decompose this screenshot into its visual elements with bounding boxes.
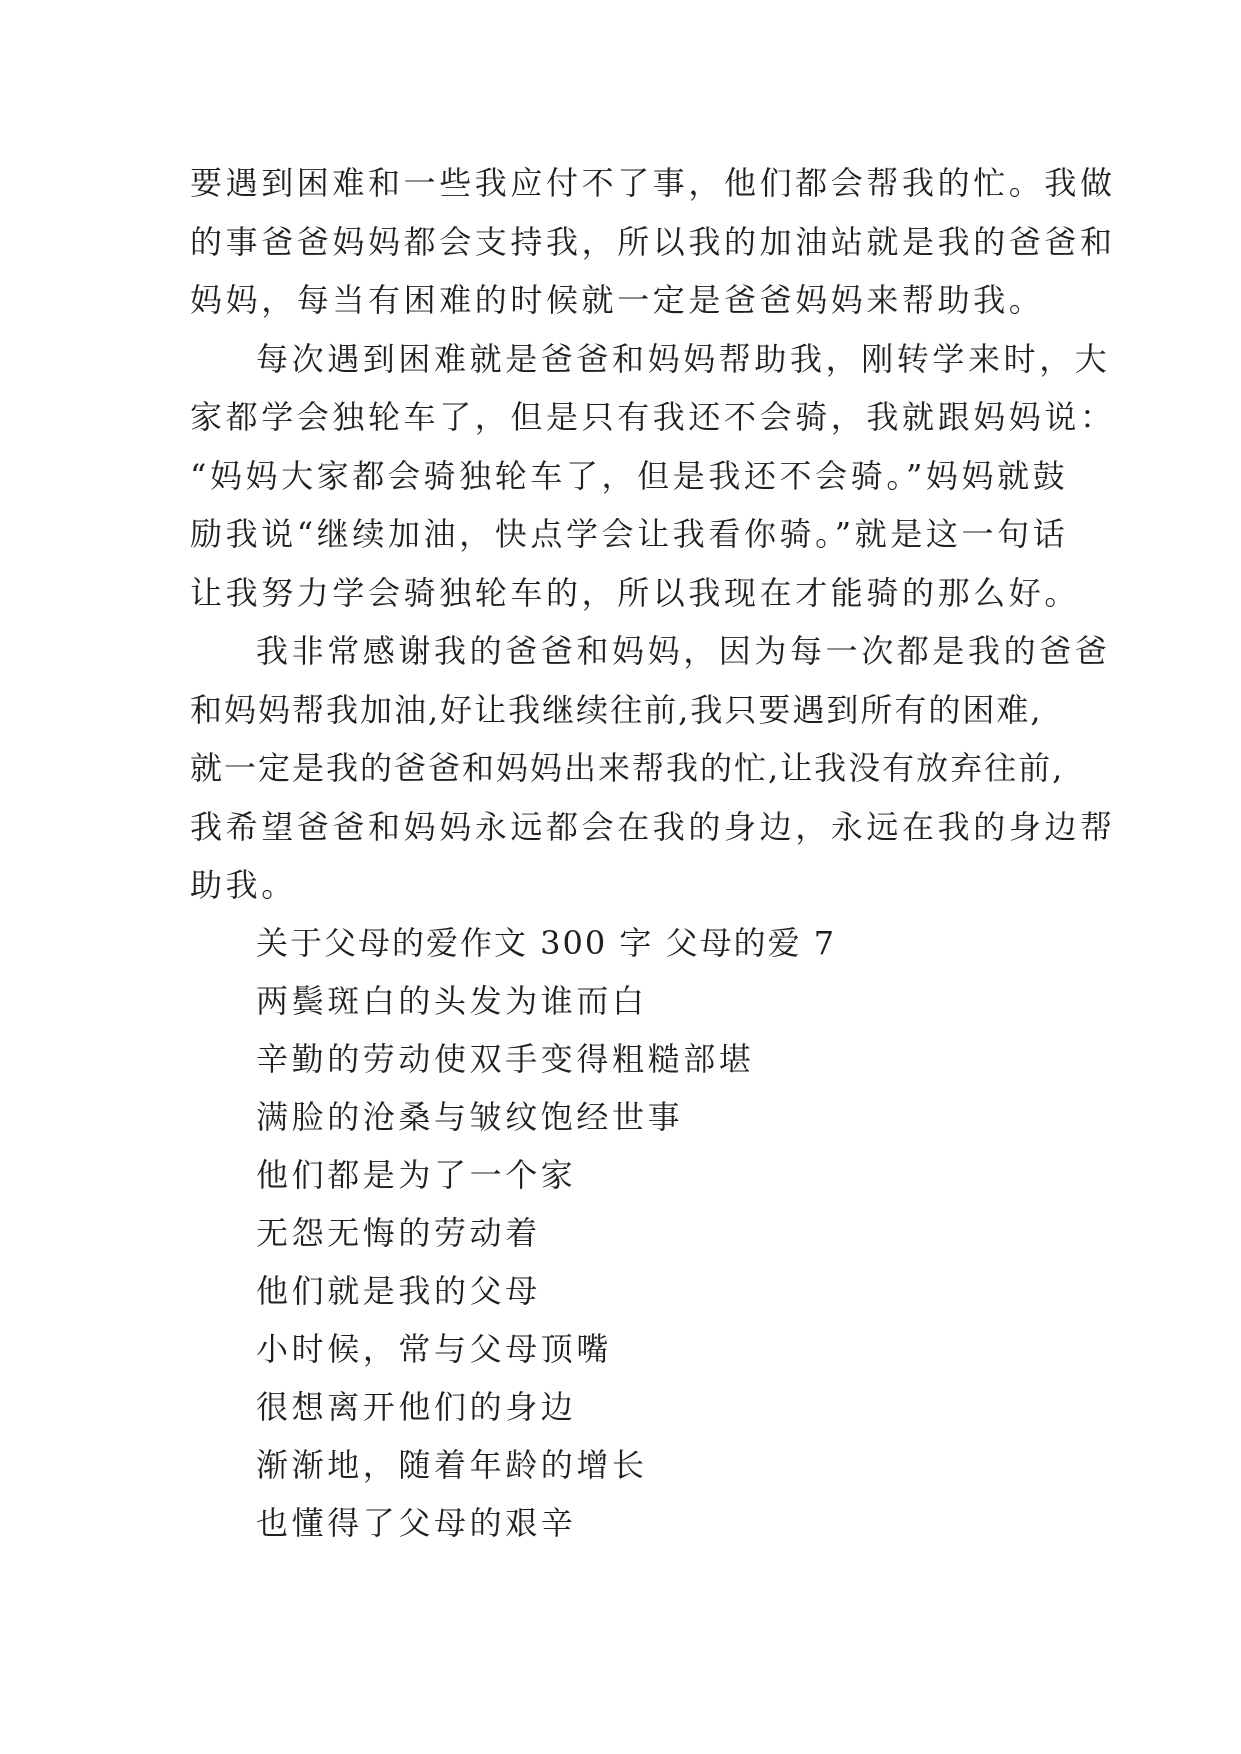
- poem-line-4: 他们都是为了一个家: [256, 1156, 577, 1194]
- paragraph-1-line-2: 的事爸爸妈妈都会支持我，所以我的加油站就是我的爸爸和: [190, 223, 1116, 261]
- poem-line-2: 辛勤的劳动使双手变得粗糙部堪: [256, 1040, 755, 1078]
- poem-line-6: 他们就是我的父母: [256, 1272, 541, 1310]
- paragraph-1-line-3: 妈妈，每当有困难的时候就一定是爸爸妈妈来帮助我。: [190, 281, 1045, 319]
- poem-line-8: 很想离开他们的身边: [256, 1388, 577, 1426]
- paragraph-2-line-4: 励我说“继续加油，快点学会让我看你骑。”就是这一句话: [190, 515, 1069, 553]
- poem-line-10: 也懂得了父母的艰辛: [256, 1504, 577, 1542]
- paragraph-2-line-5: 让我努力学会骑独轮车的，所以我现在才能骑的那么好。: [190, 574, 1081, 612]
- paragraph-2-line-2: 家都学会独轮车了，但是只有我还不会骑，我就跟妈妈说：: [190, 398, 1116, 436]
- paragraph-1-line-1: 要遇到困难和一些我应付不了事，他们都会帮我的忙。我做: [190, 164, 1116, 202]
- paragraph-2-line-3: “妈妈大家都会骑独轮车了，但是我还不会骑。”妈妈就鼓: [190, 457, 1069, 495]
- poem-line-3: 满脸的沧桑与皱纹饱经世事: [256, 1098, 684, 1136]
- paragraph-3-line-3: 就一定是我的爸爸和妈妈出来帮我的忙,让我没有放弃往前,: [190, 749, 1065, 787]
- paragraph-2-line-1: 每次遇到困难就是爸爸和妈妈帮助我，刚转学来时，大: [256, 340, 1111, 378]
- poem-line-5: 无怨无悔的劳动着: [256, 1214, 541, 1252]
- paragraph-3-line-1: 我非常感谢我的爸爸和妈妈，因为每一次都是我的爸爸: [256, 632, 1111, 670]
- paragraph-3-line-5: 助我。: [190, 866, 297, 904]
- paragraph-3-line-4: 我希望爸爸和妈妈永远都会在我的身边，永远在我的身边帮: [190, 808, 1116, 846]
- section-heading: 关于父母的爱作文 300 字 父母的爱 7: [256, 924, 837, 962]
- poem-line-7: 小时候，常与父母顶嘴: [256, 1330, 613, 1368]
- paragraph-3-line-2: 和妈妈帮我加油,好让我继续往前,我只要遇到所有的困难,: [190, 691, 1043, 729]
- poem-line-1: 两鬓斑白的头发为谁而白: [256, 982, 648, 1020]
- poem-line-9: 渐渐地，随着年龄的增长: [256, 1446, 648, 1484]
